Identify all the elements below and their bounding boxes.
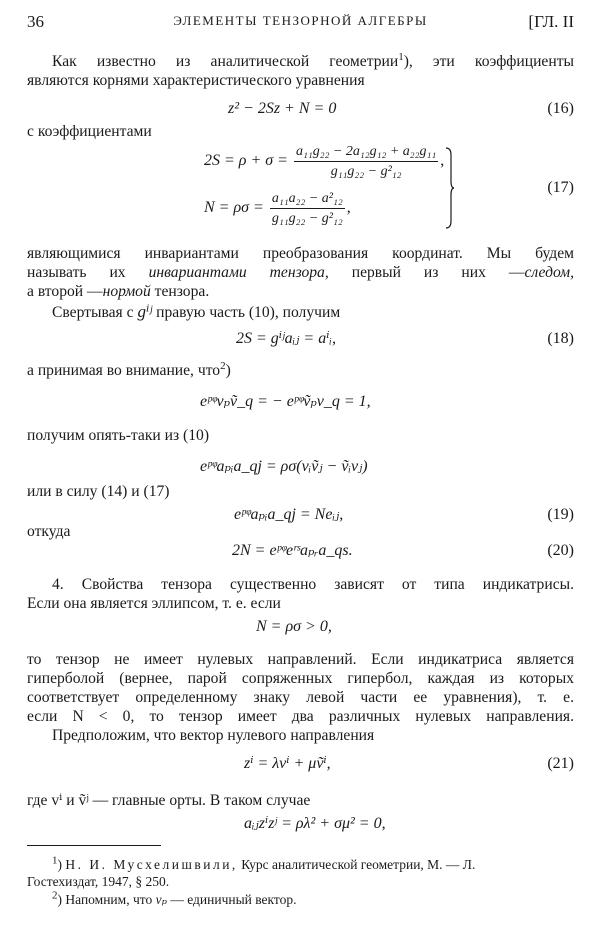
- equation-positive-norm: N = ρσ > 0,: [256, 618, 332, 635]
- footnote-2: $^2$) Напомним, что vₚ — единичный вектор.: [52, 889, 297, 907]
- fraction: $\frac{\text{a₁₁a₂₂ − a²₁₂}}{\text{g₁₁g₂₂ − g²₁₂}}$: [271, 191, 343, 226]
- equation-17-line1: 2S = ρ + σ = $\frac{\text{a₁₁g₂₂ − 2a₁₂g₁₂ + a₂₂g₁₁}}{\text{g₁₁g₂₂ − g²₁₂}}$ ,: [204, 144, 445, 179]
- text-line: 4. Свойства тензора существенно зависят от типа индикатрисы.: [52, 576, 574, 593]
- equation-unnumbered: eᵖᵠvₚṽ_q = − eᵖᵠṽₚv_q = 1,: [200, 393, 371, 410]
- equation-null-condition: aᵢⱼzⁱzʲ = ρλ² + σμ² = 0,: [244, 815, 386, 832]
- text-line: соответствует определенному знаку левой части ее уравнения), т. е.: [27, 689, 574, 706]
- text-line: гиперболой (вернее, парой сопряженных гипербол, каждая из которых: [27, 670, 574, 687]
- equation-19: eᵖᵠaₚᵢa_qj = Neᵢⱼ,: [234, 506, 344, 523]
- equation-18: 2S = gⁱʲaᵢⱼ = aⁱᵢ,: [236, 330, 336, 347]
- equation-contraction: eᵖᵠaₚᵢa_qj = ρσ(vᵢṽⱼ − ṽᵢvⱼ): [200, 458, 368, 475]
- footnote-ref-2[interactable]: 2: [220, 359, 226, 372]
- footnote-1-cont: Гостехиздат, 1947, § 250.: [27, 874, 170, 889]
- text-line: Если она является эллипсом, т. е. если: [27, 595, 281, 612]
- equation-number-20: (20): [547, 542, 574, 559]
- equation-number-19: (19): [547, 506, 574, 523]
- text-line: а принимая во внимание, что$^2$): [27, 359, 231, 379]
- equation-16: z² − 2Sz + N = 0: [228, 100, 337, 117]
- text-line: то тензор не имеет нулевых направлений. Если индикатриса является: [27, 651, 574, 668]
- text-line: получим опять-таки из (10): [27, 427, 210, 444]
- equation-number-21: (21): [547, 755, 574, 772]
- page-number: 36: [27, 12, 44, 31]
- text-line: называть их инвариантами тензора, первый из них —следом,: [27, 264, 575, 281]
- text-line: являются корнями характеристического уравнения: [27, 72, 365, 89]
- text-line: или в силу (14) и (17): [27, 483, 170, 500]
- text-line: где vⁱ и ṽʲ — главные орты. В таком случае: [27, 792, 311, 809]
- page-header: [27, 12, 574, 36]
- equation-20: 2N = eᵖᵠeʳˢaₚᵣa_qs.: [232, 542, 353, 559]
- chapter-label: [ГЛ. II: [528, 12, 574, 31]
- equation-21: zⁱ = λvⁱ + μṽⁱ,: [244, 755, 331, 772]
- fraction: $\frac{\text{a₁₁g₂₂ − 2a₁₂g₁₂ + a₂₂g₁₁}}{\text{g₁₁g₂₂ − g²₁₂}}$: [295, 144, 437, 179]
- right-brace-icon: [445, 147, 455, 229]
- equation-number-18: (18): [547, 330, 574, 347]
- text-line: а второй —нормой тензора.: [27, 283, 210, 300]
- footnote-1: $^1$) Н. И. Мусхелишвили, Курс аналитической геометрии, М. — Л.: [52, 854, 476, 872]
- text-line: Предположим, что вектор нулевого направления: [52, 727, 375, 744]
- equation-number-17: (17): [547, 179, 574, 196]
- equation-17-line2: N = ρσ = $\frac{\text{a₁₁a₂₂ − a²₁₂}}{\text{g₁₁g₂₂ − g²₁₂}}$ ,: [204, 191, 351, 226]
- text-line: являющимися инвариантами преобразования координат. Мы будем: [27, 245, 574, 262]
- running-title: ЭЛЕМЕНТЫ ТЕНЗОРНОЙ АЛГЕБРЫ: [173, 13, 428, 28]
- text-line: Свертывая с gⁱʲ правую часть (10), получим: [52, 302, 341, 321]
- text-line: Как известно из аналитической геометрии$^1$), эти коэффициенты: [52, 50, 574, 70]
- text-line: с коэффициентами: [27, 123, 152, 140]
- text-line: если N < 0, то тензор имеет два различных нулевых направления.: [27, 708, 574, 725]
- footnote-ref-1[interactable]: 1: [398, 50, 404, 63]
- equation-number-16: (16): [547, 100, 574, 117]
- text-line: откуда: [27, 523, 71, 540]
- footnote-divider: [27, 845, 161, 846]
